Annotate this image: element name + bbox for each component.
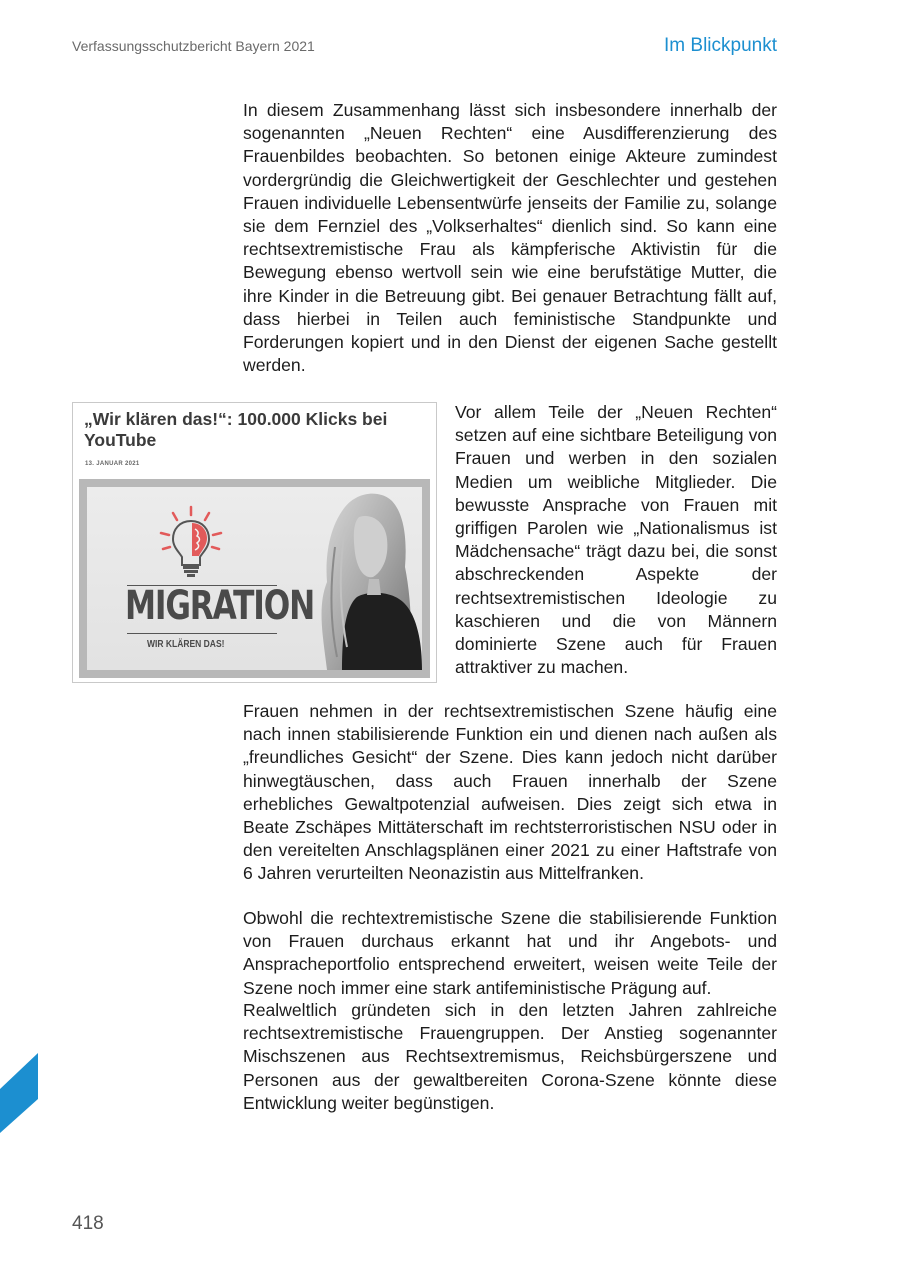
paragraph-1: In diesem Zusammenhang lässt sich insbesondere innerhalb der sogenannten „Neuen Rechten“ eine Ausdifferenzierung des Frauenbildes beobachten. So betonen einige Akteure zumindest vordergründig die Gleichwertigkeit der Geschlechter und gestehen Frauen individuelle Lebensentwürfe jenseits der Familie zu, solange sie dem Fernziel des „Volkserhaltes“ dienlich sind. So kann eine rechtsextremistische Frau als kämpferische Aktivistin für die Bewegung ebenso wertvoll sein wie eine berufstätige Mutter, die ihre Kinder in die Betreuung gibt. Bei genauer Betrachtung fällt auf, dass hierbei in Teilen auch feministische Standpunkte und Forderungen kopiert und in den Dienst der eigenen Sache gestellt werden. — [243, 100, 777, 376]
figure-youtube-screenshot — [72, 402, 437, 683]
video-thumbnail — [79, 479, 430, 678]
paragraph-3: Frauen nehmen in der rechtsextremistischen Szene häufig eine nach innen stabilisierende Funktion ein und dienen nach außen als „freundliches Gesicht“ der Szene. Dies kann jedoch nicht darüber hinwegtäuschen, dass auch Frauen innerhalb der Szene erhebliches Gewaltpotenzial aufweisen. Dies zeigt sich etwa in Beate Zschäpes Mittäterschaft im rechtsterroristischen NSU oder in den vereitelten Anschlagsplänen einer 2021 zu einer Haftstrafe von 6 Jahren verurteilten Neonazistin aus Mittelfranken. — [243, 701, 777, 884]
rule-line — [127, 633, 277, 634]
wordmark-subtitle: WIR KLÄREN DAS! — [147, 639, 225, 650]
lightbulb-brain-icon — [145, 505, 237, 585]
paragraph-5: Realweltlich gründeten sich in den letzten Jahren zahlreiche rechtsextremistische Frauengruppen. Der Anstieg sogenannter Mischszenen aus Rechtsextremismus, Reichsbürgerszene und Personen aus der gewaltbereiten Corona-Szene könnte diese Entwicklung weiter begünstigen. — [243, 1000, 777, 1113]
figure-headline: „Wir klären das!“: 100.000 Klicks bei YouTube — [84, 409, 388, 450]
running-header-title: Verfassungsschutzbericht Bayern 2021 — [72, 38, 315, 54]
paragraph-2: Vor allem Teile der „Neuen Rechten“ setzen auf eine sichtbare Beteiligung von Frauen und werben in den sozialen Medien um weibliche Mitglieder. Die bewusste Ansprache von Frauen mit griffigen Parolen wie „Nationalismus ist Mädchensache“ trägt dazu bei, die sonst abschreckenden Aspekte der rechtsextremistischen Ideologie zu kaschieren und die von Männern dominierte Szene auch für Frauen attraktiver zu machen. — [455, 402, 777, 678]
figure-date: 13. JANUAR 2021 — [85, 461, 140, 467]
page-number: 418 — [72, 1213, 104, 1234]
thumbnail-inner — [87, 487, 422, 670]
woman-portrait-image — [287, 487, 422, 670]
section-title: Im Blickpunkt — [664, 35, 777, 56]
chapter-marker-tab — [0, 1053, 38, 1133]
paragraph-4: Obwohl die rechtextremistische Szene die stabilisierende Funktion von Frauen durchaus erkannt hat und ihr Angebots- und Anspracheportfolio entsprechend erweitert, weisen weite Teile der Szene noch immer eine stark antifeministische Prägung auf. — [243, 908, 777, 998]
migration-wordmark: MIGRATION — [125, 583, 315, 629]
